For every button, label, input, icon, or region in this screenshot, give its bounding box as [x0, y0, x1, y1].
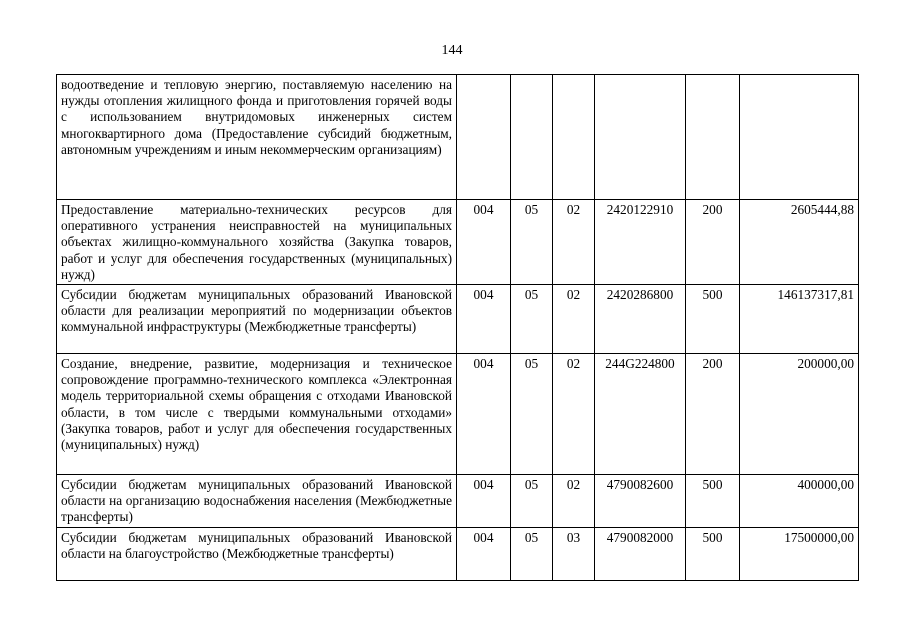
table-row — [57, 285, 859, 354]
row-target-article: 2420286800 — [595, 285, 686, 354]
row-amount: 146137317,81 — [740, 285, 859, 354]
row-expense-type: 500 — [686, 285, 740, 354]
row-description: Субсидии бюджетам муниципальных образований Ивановской области для реализации мероприятий по модернизации объектов коммунальной инфраструктуры (Межбюджетные трансферты) — [57, 285, 457, 354]
row-amount: 400000,00 — [740, 475, 859, 528]
row-amount: 200000,00 — [740, 354, 859, 475]
row-podrazdel-code: 02 — [553, 285, 595, 354]
row-grbs-code: 004 — [457, 200, 511, 285]
budget-table — [56, 74, 859, 581]
row-expense-type: 500 — [686, 475, 740, 528]
row-grbs-code: 004 — [457, 354, 511, 475]
row-razdel-code: 05 — [511, 200, 553, 285]
row-razdel-code: 05 — [511, 475, 553, 528]
row-amount — [740, 75, 859, 200]
row-podrazdel-code: 02 — [553, 200, 595, 285]
row-podrazdel-code: 02 — [553, 475, 595, 528]
table-row — [57, 354, 859, 475]
row-razdel-code — [511, 75, 553, 200]
row-razdel-code: 05 — [511, 528, 553, 581]
row-target-article — [595, 75, 686, 200]
row-amount: 2605444,88 — [740, 200, 859, 285]
table-row — [57, 528, 859, 581]
row-expense-type — [686, 75, 740, 200]
row-description: Субсидии бюджетам муниципальных образований Ивановской области на организацию водоснабжения населения (Межбюджетные трансферты) — [57, 475, 457, 528]
row-amount: 17500000,00 — [740, 528, 859, 581]
table-row — [57, 75, 859, 200]
row-podrazdel-code — [553, 75, 595, 200]
row-expense-type: 500 — [686, 528, 740, 581]
row-razdel-code: 05 — [511, 285, 553, 354]
row-grbs-code: 004 — [457, 475, 511, 528]
row-grbs-code: 004 — [457, 285, 511, 354]
page-number: 144 — [441, 43, 463, 58]
row-description: водоотведение и тепловую энергию, поставляемую населению на нужды отопления жилищного фонда и приготовления горячей воды с использованием внутридомовых инженерных систем многоквартирного дома (Предоставление субсидий бюджетным, автономным учреждениям и иным некоммерческим организациям) — [57, 75, 457, 200]
table-row — [57, 200, 859, 285]
row-target-article: 4790082600 — [595, 475, 686, 528]
row-expense-type: 200 — [686, 200, 740, 285]
row-description: Субсидии бюджетам муниципальных образований Ивановской области на благоустройство (Межбюджетные трансферты) — [57, 528, 457, 581]
row-target-article: 4790082000 — [595, 528, 686, 581]
row-target-article: 244G224800 — [595, 354, 686, 475]
row-description: Создание, внедрение, развитие, модернизация и техническое сопровождение программно-технического комплекса «Электронная модель территориальной схемы обращения с отходами Ивановской области, в том числе с твердыми коммунальными отходами» (Закупка товаров, работ и услуг для обеспечения государственных (муниципальных) нужд) — [57, 354, 457, 475]
row-expense-type: 200 — [686, 354, 740, 475]
row-razdel-code: 05 — [511, 354, 553, 475]
row-description: Предоставление материально-технических ресурсов для оперативного устранения неисправностей на муниципальных объектах жилищно-коммунального хозяйства (Закупка товаров, работ и услуг для обеспечения государственных (муниципальных) нужд) — [57, 200, 457, 285]
table-row — [57, 475, 859, 528]
row-grbs-code: 004 — [457, 528, 511, 581]
row-grbs-code — [457, 75, 511, 200]
row-podrazdel-code: 02 — [553, 354, 595, 475]
row-podrazdel-code: 03 — [553, 528, 595, 581]
row-target-article: 2420122910 — [595, 200, 686, 285]
